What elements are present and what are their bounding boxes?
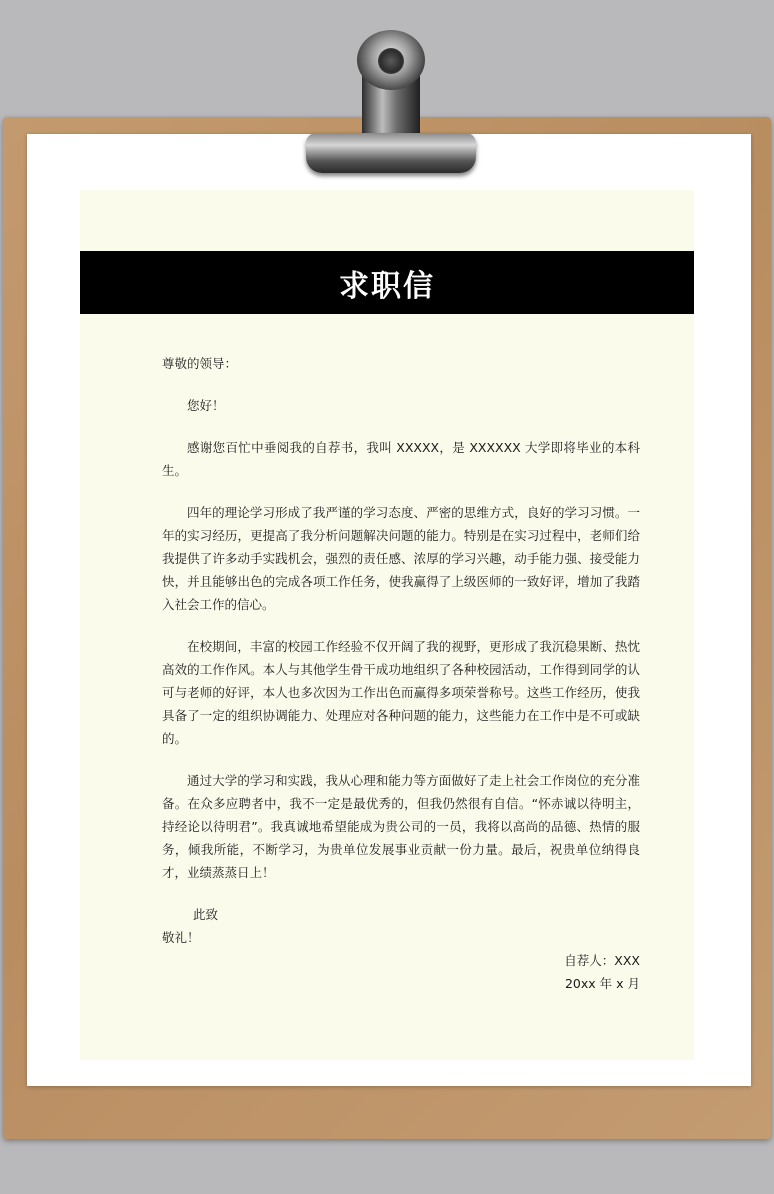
binder-clip xyxy=(306,133,476,173)
signature: 自荐人：XXX xyxy=(564,953,640,968)
page-title: 求职信 xyxy=(339,268,435,304)
regards: 敬礼！ xyxy=(162,930,200,945)
salutation: 尊敬的领导： xyxy=(162,356,238,371)
date: 20xx 年 x 月 xyxy=(564,976,640,991)
paragraph-1: 感谢您百忙中垂阅我的自荐书，我叫 XXXXX，是 XXXXXX 大学即将毕业的本科生。 xyxy=(162,440,640,478)
greeting: 您好！ xyxy=(187,398,225,413)
clip-hole xyxy=(378,48,404,74)
letter-body xyxy=(162,352,640,995)
title-bar xyxy=(80,251,694,314)
paragraph-4: 通过大学的学习和实践，我从心理和能力等方面做好了走上社会工作岗位的充分准备。在众多应聘者中，我不一定是最优秀的，但我仍然很有自信。“怀赤诚以待明主，持经论以待明君”。我真诚地希望能成为贵公司的一员，我将以高尚的品德、热情的服务，倾我所能，不断学习，为贵单位发展事业贡献一份力量。最后，祝贵单位纳得良才，业绩蒸蒸日上！ xyxy=(162,773,640,880)
paragraph-3: 在校期间，丰富的校园工作经验不仅开阔了我的视野，更形成了我沉稳果断、热忱高效的工作作风。本人与其他学生骨干成功地组织了各种校园活动，工作得到同学的认可与老师的好评，本人也多次因为工作出色而赢得多项荣誉称号。这些工作经历，使我具备了一定的组织协调能力、处理应对各种问题的能力，这些能力在工作中是不可或缺的。 xyxy=(162,639,640,746)
closing: 此致 xyxy=(193,907,219,922)
paragraph-2: 四年的理论学习形成了我严谨的学习态度、严密的思维方式，良好的学习习惯。一年的实习经历，更提高了我分析问题解决问题的能力。特别是在实习过程中，老师们给我提供了许多动手实践机会，强烈的责任感、浓厚的学习兴趣，动手能力强、接受能力快，并且能够出色的完成各项工作任务，使我赢得了上级医师的一致好评，增加了我踏入社会工作的信心。 xyxy=(162,505,640,612)
